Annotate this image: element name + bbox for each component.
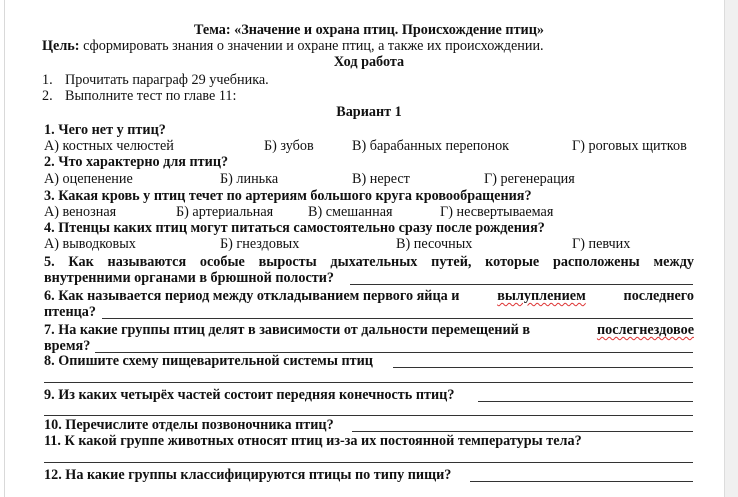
question-8: 8. Опишите схему пищеварительной системы птиц (44, 353, 373, 369)
question-2: 2. Что характерно для птиц? (44, 154, 229, 170)
goal-label: Цель: (42, 38, 80, 54)
step-item: 1. (42, 72, 53, 88)
answer-line[interactable] (102, 318, 693, 319)
spellcheck-word: послегнездовое (596, 322, 694, 338)
step-text: Выполните тест по главе 11: (65, 88, 237, 104)
answer-option: Г) певчих (572, 236, 631, 252)
answer-option: Б) гнездовых (220, 236, 300, 252)
scrollbar-track[interactable] (724, 0, 738, 497)
variant-title: Вариант 1 (336, 104, 402, 120)
step-item: 2. (42, 88, 53, 104)
question-1: 1. Чего нет у птиц? (44, 122, 166, 138)
question-5: 5. Как называются особые выросты дыхательных путей, которые расположены между (44, 254, 694, 270)
answer-option: Б) зубов (264, 138, 314, 154)
question-3: 3. Какая кровь у птиц течет по артериям большого круга кровообращения? (44, 188, 532, 204)
answer-option: Б) артериальная (176, 204, 274, 220)
answer-option: Б) линька (220, 171, 279, 187)
answer-line[interactable] (44, 415, 693, 416)
answer-option: А) венозная (44, 204, 117, 220)
answer-option: Г) регенерация (484, 171, 575, 187)
goal-line (42, 38, 544, 54)
step-text: Прочитать параграф 29 учебника. (65, 72, 269, 88)
answer-line[interactable] (44, 462, 693, 463)
progress-title: Ход работа (333, 54, 405, 70)
question-7: 7. На какие группы птиц делят в зависимости от дальности перемещений в послегнездовое (44, 322, 694, 338)
answer-option: А) костных челюстей (44, 138, 174, 154)
answer-option: Г) роговых щитков (572, 138, 687, 154)
answer-option: В) нерест (352, 171, 410, 187)
question-11: 11. К какой группе животных относят птиц из-за их постоянной температуры тела? (44, 433, 582, 449)
question-5-cont: внутренними органами в брюшной полости? (44, 270, 335, 286)
goal-text: сформировать знания о значении и охране птиц, а также их происхождении. (83, 38, 544, 54)
answer-line[interactable] (44, 382, 693, 383)
answer-option: В) смешанная (308, 204, 393, 220)
spellcheck-word: вылуплением (497, 288, 586, 304)
question-6: 6. Как называется период между откладыванием первого яйца и вылуплением последнего (44, 288, 694, 304)
answer-option: Г) несвертываемая (440, 204, 554, 220)
answer-option: А) выводковых (44, 236, 136, 252)
answer-line[interactable] (352, 431, 693, 432)
question-9: 9. Из каких четырёх частей состоит передняя конечность птиц? (44, 387, 455, 403)
question-4: 4. Птенцы каких птиц могут питаться самостоятельно сразу после рождения? (44, 220, 545, 236)
answer-line[interactable] (393, 367, 693, 368)
answer-line[interactable] (478, 401, 693, 402)
answer-line[interactable] (350, 284, 693, 285)
question-7-cont: время? (44, 338, 91, 354)
question-12: 12. На какие группы классифицируются птицы по типу пищи? (44, 467, 452, 483)
answer-option: В) барабанных перепонок (352, 138, 510, 154)
answer-option: В) песочных (396, 236, 473, 252)
question-10: 10. Перечислите отделы позвоночника птиц? (44, 417, 334, 433)
page-border-left (4, 0, 5, 497)
answer-line[interactable] (470, 481, 693, 482)
question-6-cont: птенца? (44, 304, 96, 320)
answer-option: А) оцепенение (44, 171, 133, 187)
page-title: Тема: «Значение и охрана птиц. Происхождение птиц» (193, 22, 544, 38)
